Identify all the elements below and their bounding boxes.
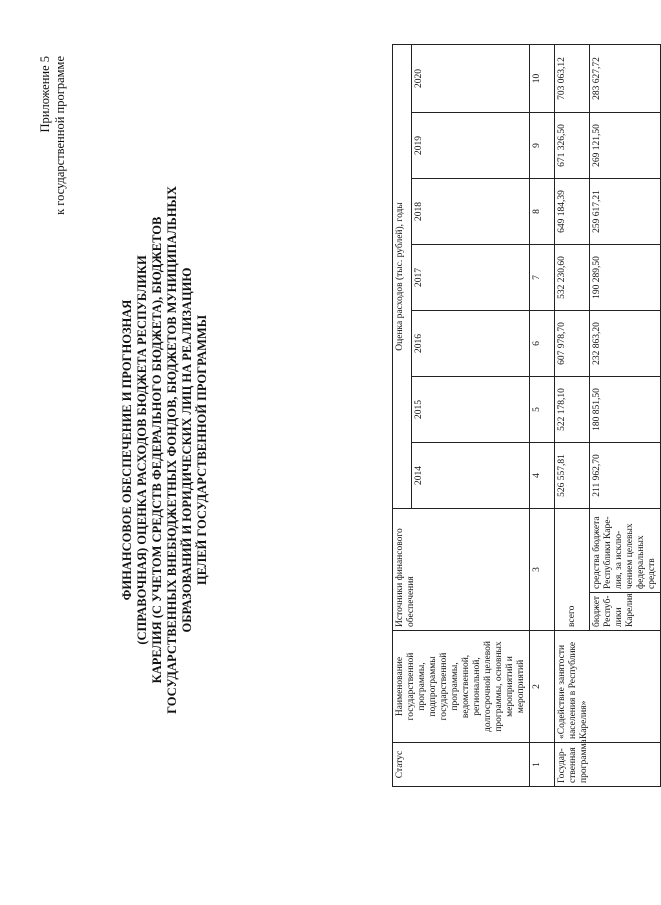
title-line: ОБРАЗОВАНИЙ И ЮРИДИЧЕСКИХ ЛИЦ НА РЕАЛИЗАЦИЮ [180,267,194,633]
value-cell: 259 617,21 [590,179,661,245]
value-cell: 283 627,72 [590,44,661,112]
header-status: Статус [393,743,530,787]
document-title [120,145,210,755]
value-cell: 607 978,70 [555,311,590,377]
value-cell: 180 851,50 [590,377,661,443]
header-year: 2018 [412,179,530,245]
appendix-number: Приложение 5 [38,56,52,133]
header-year: 2016 [412,311,530,377]
source-group: бюджет Респуб-лики Карелия [590,593,661,631]
appendix-note [38,56,68,215]
appendix-reference: к государственной программе [53,56,67,215]
title-line: (СПРАВОЧНАЯ) ОЦЕНКА РАСХОДОВ БЮДЖЕТА РЕСПУБЛИКИ [135,255,149,645]
column-index: 4 [530,443,555,509]
title-line: ЦЕЛЕЙ ГОСУДАРСТВЕННОЙ ПРОГРАММЫ [195,314,209,586]
header-estimate: Оценка расходов (тыс. рублей), годы [393,44,412,508]
value-cell: 190 289,50 [590,245,661,311]
program-status: Государ-ственная программа [555,743,661,787]
value-cell: 526 557,81 [555,443,590,509]
column-index: 2 [530,631,555,743]
column-index: 8 [530,179,555,245]
column-index: 7 [530,245,555,311]
column-index: 1 [530,743,555,787]
program-name: «Содействие занятости населения в Республике Карелия» [555,631,661,743]
value-cell: 532 230,60 [555,245,590,311]
column-index: 9 [530,113,555,179]
column-index: 10 [530,44,555,112]
header-sources: Источники финансового обеспечения [393,509,530,631]
header-year: 2017 [412,245,530,311]
source-regional-budget: средства бюджета Республики Каре-лия, за исклю-чением целевых федеральных средств [590,509,661,593]
value-cell: 671 326,50 [555,113,590,179]
header-name: Наименование государственной программы, подпрограммы государственной программы, ведомственной, региональной, долгосрочной целевой программы, основных мероприятий и мероприятий [393,631,530,743]
value-cell: 649 184,39 [555,179,590,245]
title-line: ГОСУДАРСТВЕННЫХ ВНЕБЮДЖЕТНЫХ ФОНДОВ, БЮДЖЕТОВ МУНИЦИПАЛЬНЫХ [165,186,179,714]
header-year: 2015 [412,377,530,443]
header-row [393,44,412,786]
column-index: 6 [530,311,555,377]
header-year: 2020 [412,44,530,112]
value-cell: 211 962,70 [590,443,661,509]
column-index: 3 [530,509,555,631]
value-cell: 269 121,50 [590,113,661,179]
title-line: ФИНАНСОВОЕ ОБЕСПЕЧЕНИЕ И ПРОГНОЗНАЯ [120,299,134,601]
header-year: 2014 [412,443,530,509]
value-cell: 232 863,20 [590,311,661,377]
column-index: 5 [530,377,555,443]
table-row [555,44,590,786]
budget-table [392,44,661,787]
header-year: 2019 [412,113,530,179]
value-cell: 522 178,10 [555,377,590,443]
title-line: КАРЕЛИЯ (С УЧЕТОМ СРЕДСТВ ФЕДЕРАЛЬНОГО БЮДЖЕТА), БЮДЖЕТОВ [150,216,164,684]
value-cell: 703 063,12 [555,44,590,112]
source-total: всего [555,509,590,631]
column-index-row [530,44,555,786]
